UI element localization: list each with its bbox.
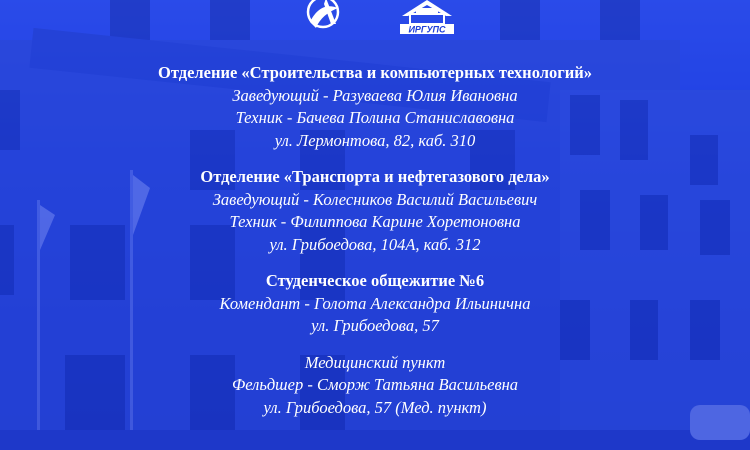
college-emblem-icon	[298, 0, 348, 36]
address: ул. Лермонтова, 82, каб. 310	[274, 130, 476, 150]
address: ул. Грибоедова, 104А, каб. 312	[269, 234, 481, 254]
section-medical	[0, 352, 750, 420]
address: ул. Грибоедова, 57 (Мед. пункт)	[263, 397, 487, 417]
section-construction	[0, 62, 750, 152]
head-of-department: Заведующий - Разуваева Юлия Ивановна	[232, 85, 518, 105]
head-of-department: Заведующий - Колесников Василий Васильевич	[212, 189, 538, 209]
logo-bar	[0, 0, 750, 40]
technician: Техник - Бачева Полина Станиславовна	[235, 108, 515, 127]
paramedic: Фельдшер - Сморж Татьяна Васильевна	[231, 375, 519, 394]
section-title: Отделение «Транспорта и нефтегазового дела»	[200, 167, 550, 186]
section-title: Студенческое общежитие №6	[265, 271, 485, 290]
address: ул. Грибоедова, 57	[311, 316, 439, 335]
section-title: Отделение «Строительства и компьютерных технологий»	[158, 63, 592, 82]
logo-text: ИРГУПС	[408, 24, 446, 35]
section-title: Медицинский пункт	[304, 352, 446, 372]
contact-list	[0, 62, 750, 419]
technician: Техник - Филиппова Карине Хоретоновна	[229, 212, 521, 231]
section-transport	[0, 166, 750, 256]
commandant: Комендант - Голота Александра Ильинична	[219, 293, 531, 313]
section-dormitory	[0, 270, 750, 338]
irgups-logo-icon	[394, 0, 460, 36]
